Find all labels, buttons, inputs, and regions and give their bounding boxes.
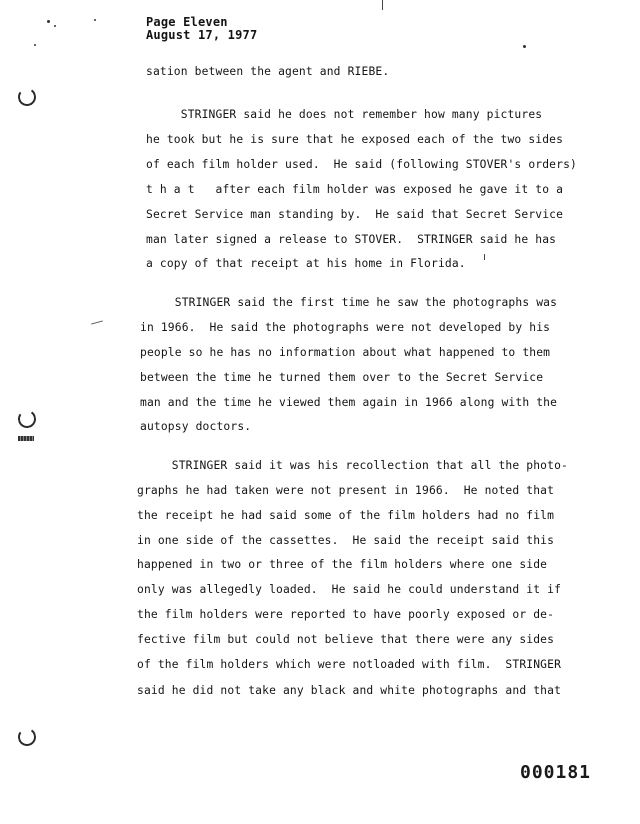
page-date: August 17, 1977 — [146, 28, 258, 42]
binder-hole-middle — [17, 409, 38, 430]
text-line: happened in two or three of the film holders where one side — [137, 558, 548, 571]
text-line: Secret Service man standing by. He said that Secret Service — [146, 208, 564, 221]
text-line: the receipt he had said some of the film holders had no film — [137, 509, 555, 522]
page-number-label: Page Eleven — [146, 15, 228, 29]
text-line: of each film holder used. He said (following STOVER's orders) — [146, 158, 577, 171]
text-line: fective film but could not believe that there were any sides — [137, 633, 555, 646]
text-line: autopsy doctors. — [140, 420, 252, 433]
stray-mark — [382, 0, 383, 10]
text-line: he took but he is sure that he exposed each of the two sides — [146, 133, 564, 146]
text-line: said he did not take any black and white photographs and that — [137, 684, 562, 697]
binder-hole-top — [17, 87, 38, 108]
text-line: sation between the agent and RIEBE. — [146, 65, 390, 78]
stray-mark — [484, 254, 485, 260]
stray-mark — [91, 320, 103, 324]
speck — [523, 45, 526, 48]
speck — [94, 19, 96, 21]
speck — [47, 20, 50, 23]
text-line: people so he has no information about what happened to them — [140, 346, 551, 359]
binder-hole-bottom — [17, 727, 38, 748]
text-line: STRINGER said it was his recollection that all the photo- — [137, 459, 568, 472]
text-line: of the film holders which were notloaded with film. STRINGER — [137, 658, 562, 671]
text-line: in 1966. He said the photographs were not developed by his — [140, 321, 551, 334]
text-line: man and the time he viewed them again in 1966 along with the — [140, 396, 558, 409]
text-line: t h a t after each film holder was exposed he gave it to a — [146, 183, 564, 196]
text-line: STRINGER said the first time he saw the photographs was — [140, 296, 558, 309]
text-line: graphs he had taken were not present in 1966. He noted that — [137, 484, 555, 497]
text-line: only was allegedly loaded. He said he could understand it if — [137, 583, 562, 596]
text-line: in one side of the cassettes. He said the receipt said this — [137, 534, 555, 547]
text-line: man later signed a release to STOVER. STRINGER said he has — [146, 233, 557, 246]
speck — [34, 44, 36, 46]
margin-mark — [18, 436, 34, 441]
speck — [54, 25, 56, 27]
text-line: between the time he turned them over to the Secret Service — [140, 371, 544, 384]
text-line: STRINGER said he does not remember how many pictures — [146, 108, 543, 121]
text-line: the film holders were reported to have poorly exposed or de- — [137, 608, 555, 621]
text-line: a copy of that receipt at his home in Florida. — [146, 257, 466, 270]
page-header — [146, 16, 257, 42]
bates-number: 000181 — [520, 762, 592, 783]
